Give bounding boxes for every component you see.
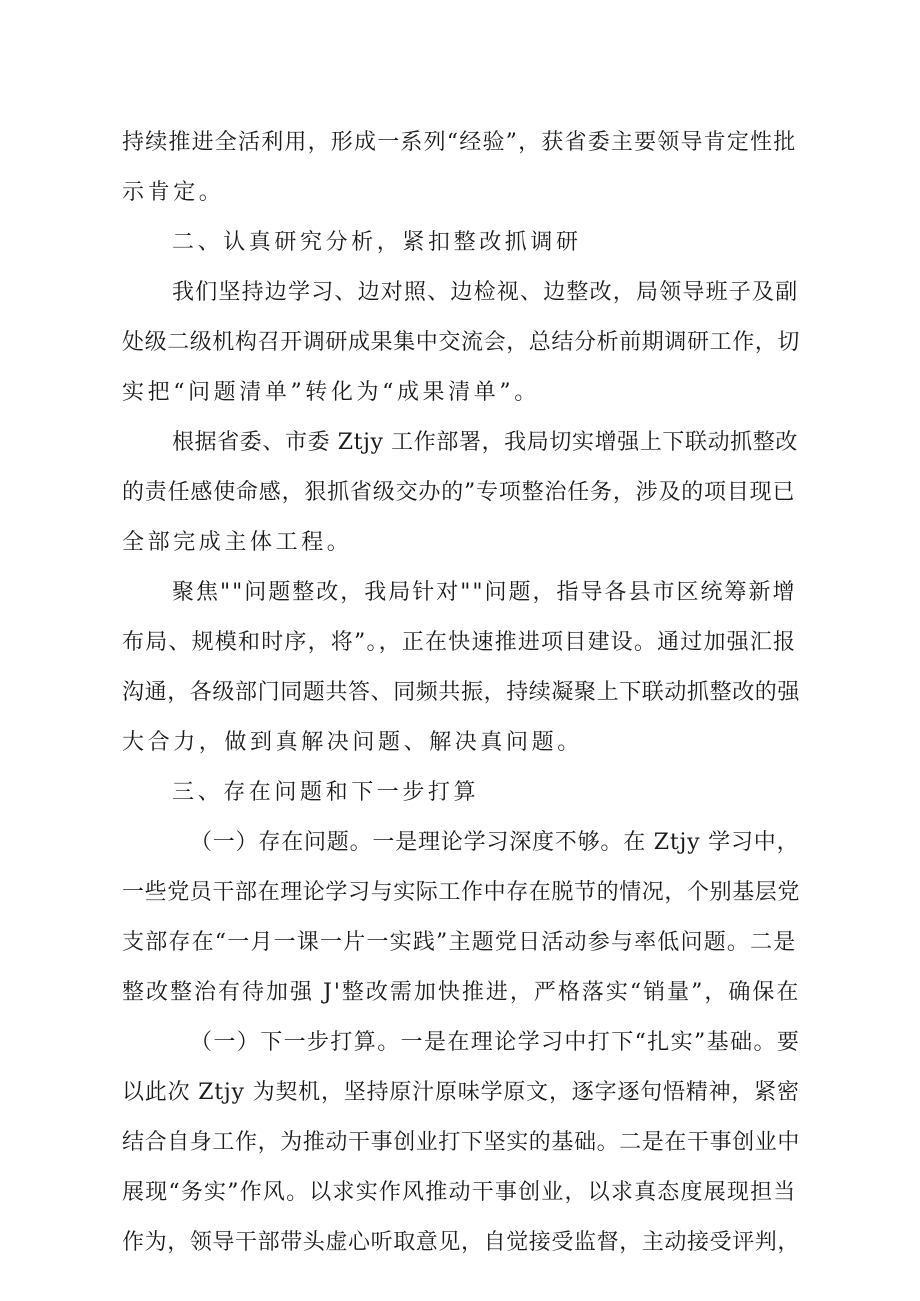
paragraph-line: 布局、规模和时序，将”。，正在快速推进项目建设。通过加强汇报 — [122, 630, 797, 655]
paragraph-line: 一些党员干部在理论学习与实际工作中存在脱节的情况，个别基层党 — [122, 880, 801, 905]
paragraph-line: 支部存在“一月一课一片一实践”主题党日活动参与率低问题。二是 — [122, 930, 797, 955]
paragraph-line: 全部完成主体工程。 — [122, 530, 353, 555]
paragraph-line: 聚焦""问题整改，我局针对""问题，指导各县市区统筹新增 — [172, 580, 797, 605]
paragraph-line: （一）存在问题。一是理论学习深度不够。在 Ztjy 学习中， — [190, 830, 800, 855]
paragraph-line: 持续推进全活利用，形成一系列“经验”，获省委主要领导肯定性批 — [122, 130, 797, 155]
paragraph-line: 大合力，做到真解决问题、解决真问题。 — [122, 730, 583, 755]
paragraph-line: 实把“问题清单”转化为“成果清单”。 — [122, 380, 540, 405]
paragraph-line: 沟通，各级部门同题共答、同频共振，持续凝聚上下联动抓整改的强 — [122, 680, 801, 705]
section-heading: 二、认真研究分析，紧扣整改抓调研 — [172, 230, 582, 255]
paragraph-line: 展现“务实”作风。以求实作风推动干事创业，以求真态度展现担当 — [122, 1180, 797, 1205]
paragraph-line: 的责任感使命感，狠抓省级交办的”专项整治任务，涉及的项目现已 — [122, 480, 796, 505]
paragraph-line: 以此次 Ztjy 为契机，坚持原汁原味学原文，逐字逐句悟精神，紧密 — [122, 1080, 800, 1105]
paragraph-line: 作为，领导干部带头虚心听取意见，自觉接受监督，主动接受评判， — [122, 1230, 801, 1255]
paragraph-line: 结合自身工作，为推动干事创业打下坚实的基础。二是在干事创业中 — [122, 1130, 801, 1155]
paragraph-line: 我们坚持边学习、边对照、边检视、边整改，局领导班子及副 — [172, 280, 799, 305]
paragraph-line: 示肯定。 — [122, 180, 225, 205]
paragraph-line: （一）下一步打算。一是在理论学习中打下“扎实”基础。要 — [190, 1030, 801, 1055]
paragraph-line: 整改整治有待加强 J'整改需加快推进，严格落实“销量”，确保在 — [122, 980, 801, 1005]
section-heading: 三、存在问题和下一步打算 — [172, 780, 480, 805]
paragraph-line: 根据省委、市委 Ztjy 工作部署，我局切实增强上下联动抓整改 — [172, 430, 798, 455]
paragraph-line: 处级二级机构召开调研成果集中交流会，总结分析前期调研工作，切 — [122, 330, 801, 355]
